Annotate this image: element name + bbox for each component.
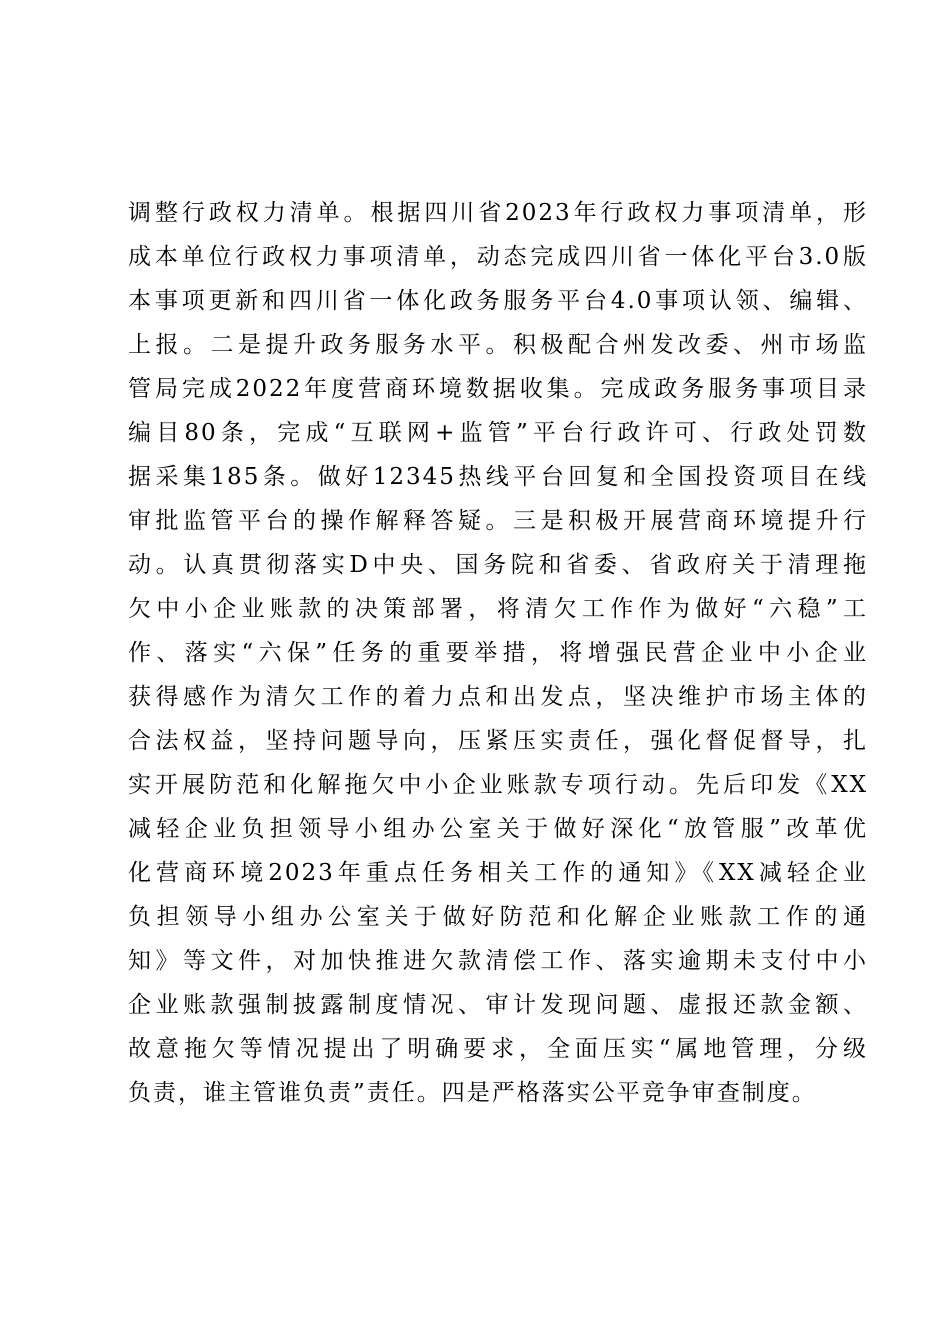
paragraph-line: 管局完成2022年度营商环境数据收集。完成政务服务事项目录 xyxy=(128,376,868,402)
paragraph-line: 审批监管平台的操作解释答疑。三是积极开展营商环境提升行 xyxy=(128,508,868,534)
body-paragraph xyxy=(128,191,868,1115)
paragraph-line: 上报。二是提升政务服务水平。积极配合州发改委、州市场监 xyxy=(128,332,868,358)
paragraph-line: 作、落实“六保”任务的重要举措，将增强民营企业中小企业 xyxy=(128,640,868,666)
paragraph-line: 据采集185条。做好12345热线平台回复和全国投资项目在线 xyxy=(128,464,868,490)
paragraph-line: 成本单位行政权力事项清单，动态完成四川省一体化平台3.0版 xyxy=(128,244,868,270)
paragraph-line: 本事项更新和四川省一体化政务服务平台4.0事项认领、编辑、 xyxy=(128,288,868,314)
paragraph-line: 减轻企业负担领导小组办公室关于做好深化“放管服”改革优 xyxy=(128,816,868,842)
paragraph-line: 知》等文件，对加快推进欠款清偿工作、落实逾期未支付中小 xyxy=(128,948,868,974)
paragraph-line: 编目80条，完成“互联网+监管”平台行政许可、行政处罚数 xyxy=(128,420,868,446)
paragraph-line: 欠中小企业账款的决策部署，将清欠工作作为做好“六稳”工 xyxy=(128,596,868,622)
paragraph-line: 企业账款强制披露制度情况、审计发现问题、虚报还款金额、 xyxy=(128,992,868,1018)
paragraph-line: 调整行政权力清单。根据四川省2023年行政权力事项清单，形 xyxy=(128,200,868,226)
paragraph-line: 获得感作为清欠工作的着力点和出发点，坚决维护市场主体的 xyxy=(128,684,868,710)
paragraph-line: 化营商环境2023年重点任务相关工作的通知》《XX减轻企业 xyxy=(128,860,868,886)
paragraph-line: 合法权益，坚持问题导向，压紧压实责任，强化督促督导，扎 xyxy=(128,728,868,754)
paragraph-line: 负担领导小组办公室关于做好防范和化解企业账款工作的通 xyxy=(128,904,868,930)
paragraph-line: 实开展防范和化解拖欠中小企业账款专项行动。先后印发《XX xyxy=(128,772,868,798)
paragraph-line: 故意拖欠等情况提出了明确要求，全面压实“属地管理，分级 xyxy=(128,1036,868,1062)
paragraph-line: 动。认真贯彻落实D中央、国务院和省委、省政府关于清理拖 xyxy=(128,552,868,578)
paragraph-line: 负责，谁主管谁负责”责任。四是严格落实公平竞争审查制度。 xyxy=(128,1080,817,1106)
